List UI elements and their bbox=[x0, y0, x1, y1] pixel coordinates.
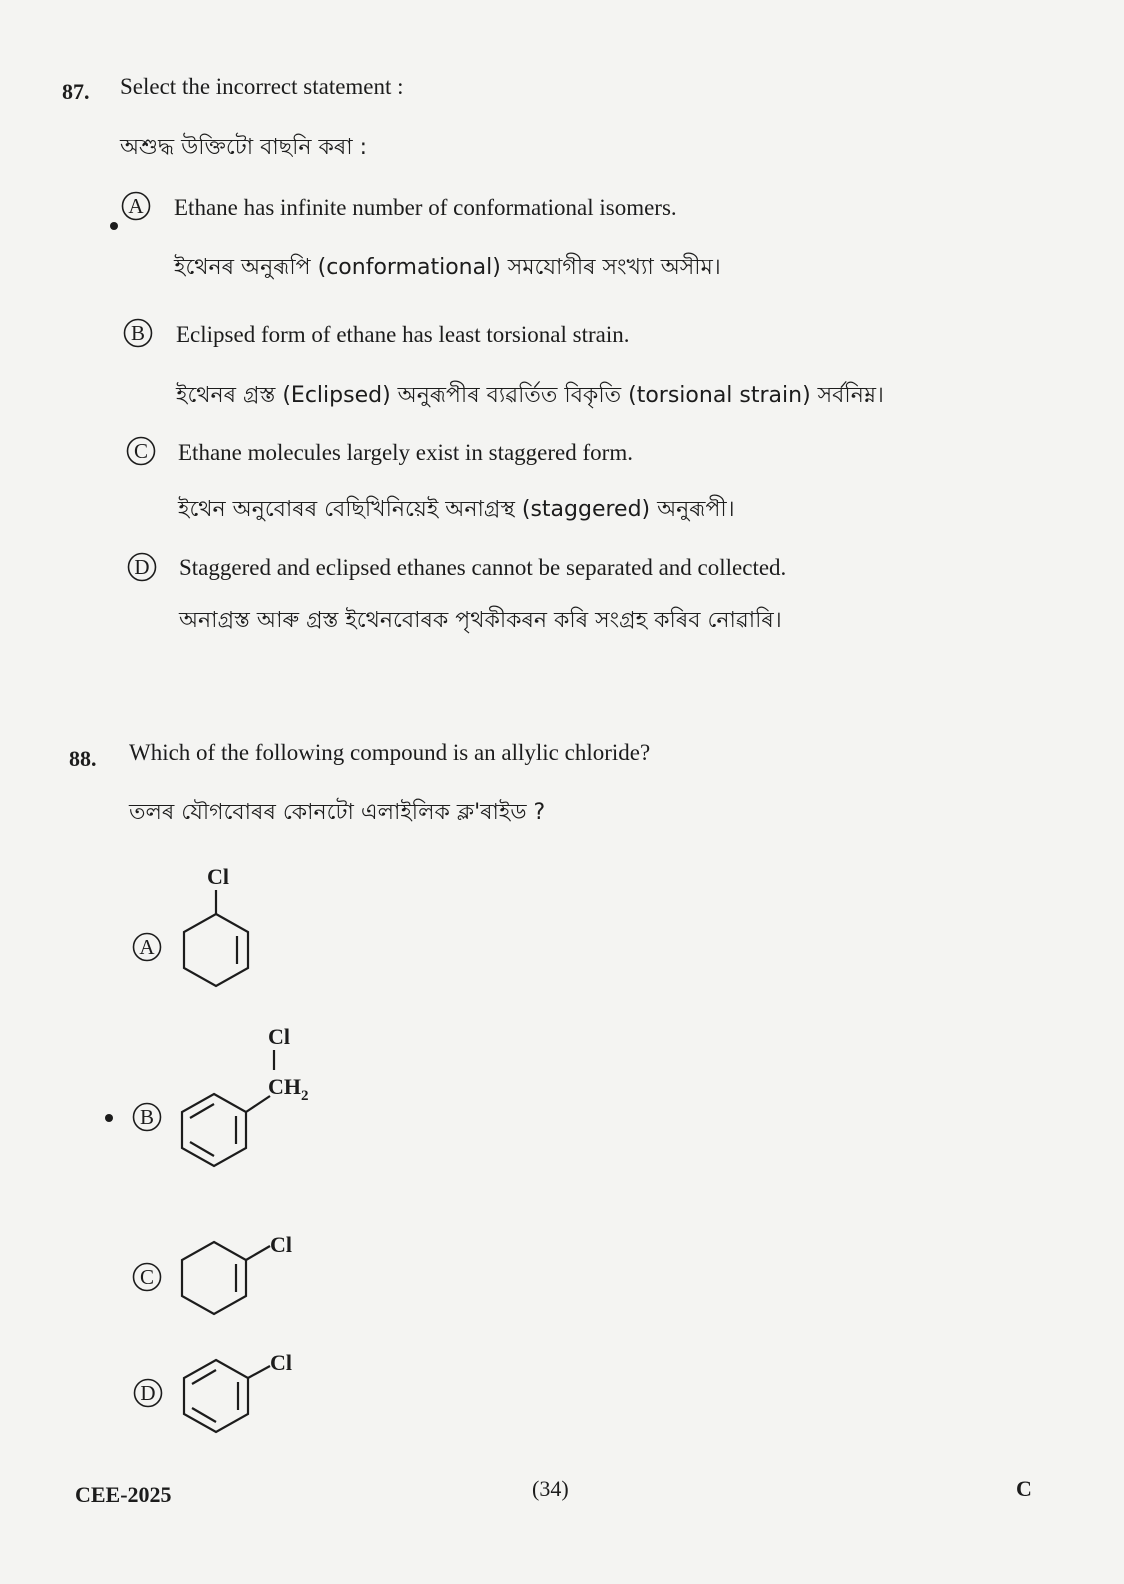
option-c-radio[interactable] bbox=[126, 436, 156, 466]
footer-page-number: (34) bbox=[532, 1476, 569, 1501]
question-stem-as: অশুদ্ধ উক্তিটো বাছনি কৰা : bbox=[120, 135, 368, 160]
option-letter-circle bbox=[132, 1262, 162, 1292]
svg-text:CH2 bbox=[268, 1074, 309, 1104]
option-a-radio[interactable] bbox=[121, 191, 151, 221]
option-letter: D bbox=[140, 1381, 156, 1405]
option-a-text-en: Ethane has infinite number of conformational isomers. bbox=[174, 195, 677, 220]
option-letter: C bbox=[139, 1265, 155, 1289]
option-a-radio[interactable] bbox=[132, 932, 162, 962]
subscript-label: 2 bbox=[301, 1088, 309, 1104]
option-letter: A bbox=[128, 194, 144, 218]
question-stem-en: Select the incorrect statement : bbox=[120, 74, 404, 99]
question-stem-as: তলৰ যৌগবোৰৰ কোনটো এলাইলিক ক্ল'ৰাইড ? bbox=[129, 800, 546, 825]
option-letter: C bbox=[133, 439, 149, 463]
option-letter-circle bbox=[133, 1378, 163, 1408]
question-number: 87. bbox=[62, 79, 90, 104]
option-b-radio[interactable] bbox=[132, 1102, 162, 1132]
structure-b-benzyl-chloride bbox=[170, 1018, 340, 1168]
option-letter: B bbox=[139, 1105, 155, 1129]
option-letter: B bbox=[130, 321, 146, 345]
option-b-text-as: ইথেনৰ গ্ৰস্ত (Eclipsed) অনুৰূপীৰ ব্যৱৰ্তিত বিকৃতি (torsional strain) সৰ্বনিম্ন। bbox=[176, 383, 884, 408]
option-letter-circle bbox=[132, 932, 162, 962]
option-d-radio[interactable] bbox=[133, 1378, 163, 1408]
option-a-text-as: ইথেনৰ অনুৰূপি (conformational) সমযোগীৰ সংখ্যা অসীম। bbox=[174, 255, 721, 280]
option-c-radio[interactable] bbox=[132, 1262, 162, 1292]
option-letter: A bbox=[139, 935, 155, 959]
option-b-radio[interactable] bbox=[123, 318, 153, 348]
footer-set-code: C bbox=[1016, 1476, 1032, 1501]
option-c-text-en: Ethane molecules largely exist in staggered form. bbox=[178, 440, 633, 465]
option-letter-circle bbox=[132, 1102, 162, 1132]
substituent-label: Cl bbox=[270, 1350, 292, 1375]
footer-exam-code: CEE-2025 bbox=[75, 1482, 172, 1507]
question-number: 88. bbox=[69, 746, 97, 771]
option-letter-circle bbox=[127, 552, 157, 582]
option-c-text-as: ইথেন অনুবোৰৰ বেছিখিনিয়েই অনাগ্ৰস্থ (staggered) অনুৰূপী। bbox=[178, 497, 735, 522]
structure-c-vinylic-chloride bbox=[170, 1226, 310, 1326]
substituent-group-label: CH bbox=[268, 1074, 301, 1099]
substituent-label: Cl bbox=[207, 864, 229, 889]
option-letter-circle bbox=[123, 318, 153, 348]
question-stem-en: Which of the following compound is an allylic chloride? bbox=[129, 740, 651, 765]
substituent-label: Cl bbox=[270, 1232, 292, 1257]
structure-a-cyclohexenyl-chloride bbox=[170, 858, 260, 998]
answer-mark-dot bbox=[105, 1114, 113, 1122]
option-letter-circle bbox=[121, 191, 151, 221]
option-letter-circle bbox=[126, 436, 156, 466]
option-d-text-en: Staggered and eclipsed ethanes cannot be separated and collected. bbox=[179, 555, 787, 580]
substituent-top-label: Cl bbox=[268, 1024, 290, 1049]
option-letter: D bbox=[134, 555, 150, 579]
option-b-text-en: Eclipsed form of ethane has least torsional strain. bbox=[176, 322, 630, 347]
option-d-text-as: অনাগ্ৰস্ত আৰু গ্ৰস্ত ইথেনবোৰক পৃথকীকৰন কৰি সংগ্ৰহ কৰিব নোৱাৰি। bbox=[179, 608, 782, 633]
structure-d-aryl-chloride bbox=[170, 1346, 310, 1446]
answer-mark-dot bbox=[110, 222, 118, 230]
option-d-radio[interactable] bbox=[127, 552, 157, 582]
